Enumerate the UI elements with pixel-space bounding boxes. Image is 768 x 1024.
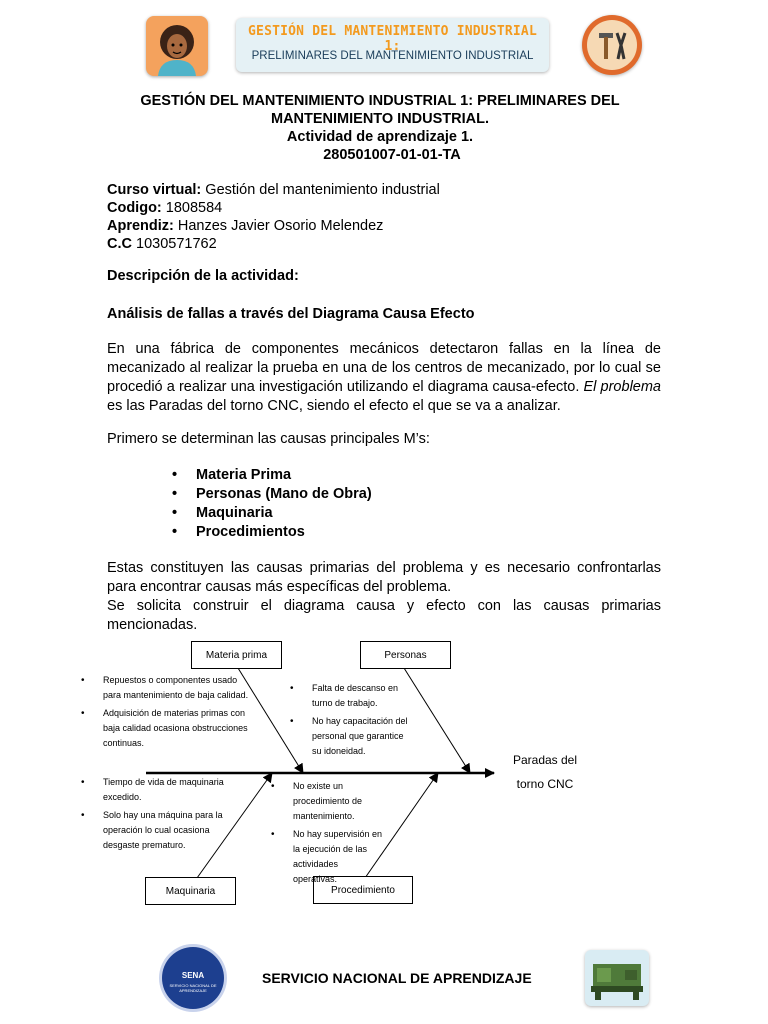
heading-descripcion: Descripción de la actividad:	[107, 268, 299, 284]
aprendiz-value: Hanzes Javier Osorio Melendez	[173, 218, 384, 234]
materia-causes	[81, 673, 251, 754]
codigo-label: Codigo:	[107, 200, 162, 216]
list-item: • No hay capacitación del personal que garantice su idoneidad.	[290, 716, 408, 756]
paragraph-italic: El problema	[583, 379, 661, 395]
paragraph-request: Se solicita construir el diagrama causa y efecto con las causas primarias mencionadas.	[107, 598, 661, 633]
cause-text: No existe un procedimiento de mantenimiento.	[293, 781, 363, 821]
codigo-value: 1808584	[161, 200, 223, 216]
curso-label: Curso virtual:	[107, 182, 202, 198]
lathe-machine-icon	[585, 950, 649, 1006]
box-maquinaria: Maquinaria	[145, 877, 236, 905]
title-line: MANTENIMIENTO INDUSTRIAL.	[270, 111, 490, 127]
banner-title: GESTIÓN DEL MANTENIMIENTO INDUSTRIAL 1:	[248, 24, 537, 54]
effect-line: Paradas del	[512, 753, 578, 767]
sena-logo-text: SENA	[181, 971, 205, 980]
cause-text: Repuestos o componentes usado para mantenimiento de baja calidad.	[103, 675, 249, 700]
sena-logo	[162, 947, 224, 1009]
effect-line: torno CNC	[516, 777, 574, 791]
list-item: • Procedimientos	[172, 524, 372, 543]
paragraph-text: es las Paradas del torno CNC, siendo el efecto el que se va a analizar.	[107, 398, 561, 414]
title-line: 280501007-01-01-TA	[323, 147, 461, 163]
list-item: • No existe un procedimiento de mantenimiento.	[271, 781, 363, 821]
cause-text: Solo hay una máquina para la operación lo cual ocasiona desgaste prematuro.	[103, 810, 223, 850]
box-procedimiento: Procedimiento	[313, 876, 413, 904]
paragraph-text: En una fábrica de componentes mecánicos detectaron fallas en la línea de mecanizado al realizar la prueba en una de los centros de mecanizado, por lo cual se procedió a realizar una investigación utilizando el diagrama causa-efecto.	[107, 341, 661, 395]
cause-text: Falta de descanso en turno de trabajo.	[312, 683, 399, 708]
aprendiz-label: Aprendiz:	[107, 218, 174, 234]
list-item: • Tiempo de vida de maquinaria excedido.	[81, 777, 224, 802]
box-materia-prima: Materia prima	[191, 641, 282, 669]
list-item: • Maquinaria	[172, 505, 372, 524]
heading-analisis: Análisis de fallas a través del Diagrama Causa Efecto	[107, 306, 475, 322]
cause-text: Tiempo de vida de maquinaria excedido.	[103, 777, 224, 802]
maquinaria-causes	[81, 775, 241, 856]
cause-text: No hay capacitación del personal que garantice su idoneidad.	[312, 716, 408, 756]
effect-label	[505, 748, 585, 796]
banner-subtitle: PRELIMINARES DEL MANTENIMIENTO INDUSTRIAL	[251, 50, 534, 62]
cc-value: 1030571762	[131, 236, 217, 252]
paragraph-primary-causes: Estas constituyen las causas primarias del problema y es necesario confrontarlas para encontrar causas más específicas del problema.	[107, 560, 661, 595]
personas-causes	[290, 681, 412, 762]
procedimiento-causes	[271, 779, 383, 890]
list-item: • Adquisición de materias primas con baja calidad ocasiona obstrucciones continuas.	[81, 708, 248, 748]
list-item: • Repuestos o componentes usado para mantenimiento de baja calidad.	[81, 675, 249, 700]
list-item: • No hay supervisión en la ejecución de las actividades operativas.	[271, 829, 383, 884]
list-item: • Materia Prima	[172, 467, 372, 486]
sena-logo-subtext: SERVICIO NACIONAL DE APRENDIZAJE	[169, 983, 217, 993]
list-item: • Personas (Mano de Obra)	[172, 486, 372, 505]
footer-text: SERVICIO NACIONAL DE APRENDIZAJE	[262, 970, 532, 986]
cause-text: No hay supervisión en la ejecución de las actividades operativas.	[293, 829, 383, 884]
title-line: GESTIÓN DEL MANTENIMIENTO INDUSTRIAL 1: PRELIMINARES DEL	[140, 93, 620, 109]
cause-text: Adquisición de materias primas con baja calidad ocasiona obstrucciones continuas.	[103, 708, 248, 748]
list-item: • Solo hay una máquina para la operación lo cual ocasiona desgaste prematuro.	[81, 810, 223, 850]
box-personas: Personas	[360, 641, 451, 669]
curso-value: Gestión del mantenimiento industrial	[201, 182, 440, 198]
paragraph-causes-intro: Primero se determinan las causas principales M’s:	[107, 431, 430, 447]
bone-personas	[404, 668, 470, 773]
list-item: • Falta de descanso en turno de trabajo.	[290, 683, 399, 708]
title-line: Actividad de aprendizaje 1.	[286, 129, 474, 145]
cc-label: C.C	[107, 236, 132, 252]
